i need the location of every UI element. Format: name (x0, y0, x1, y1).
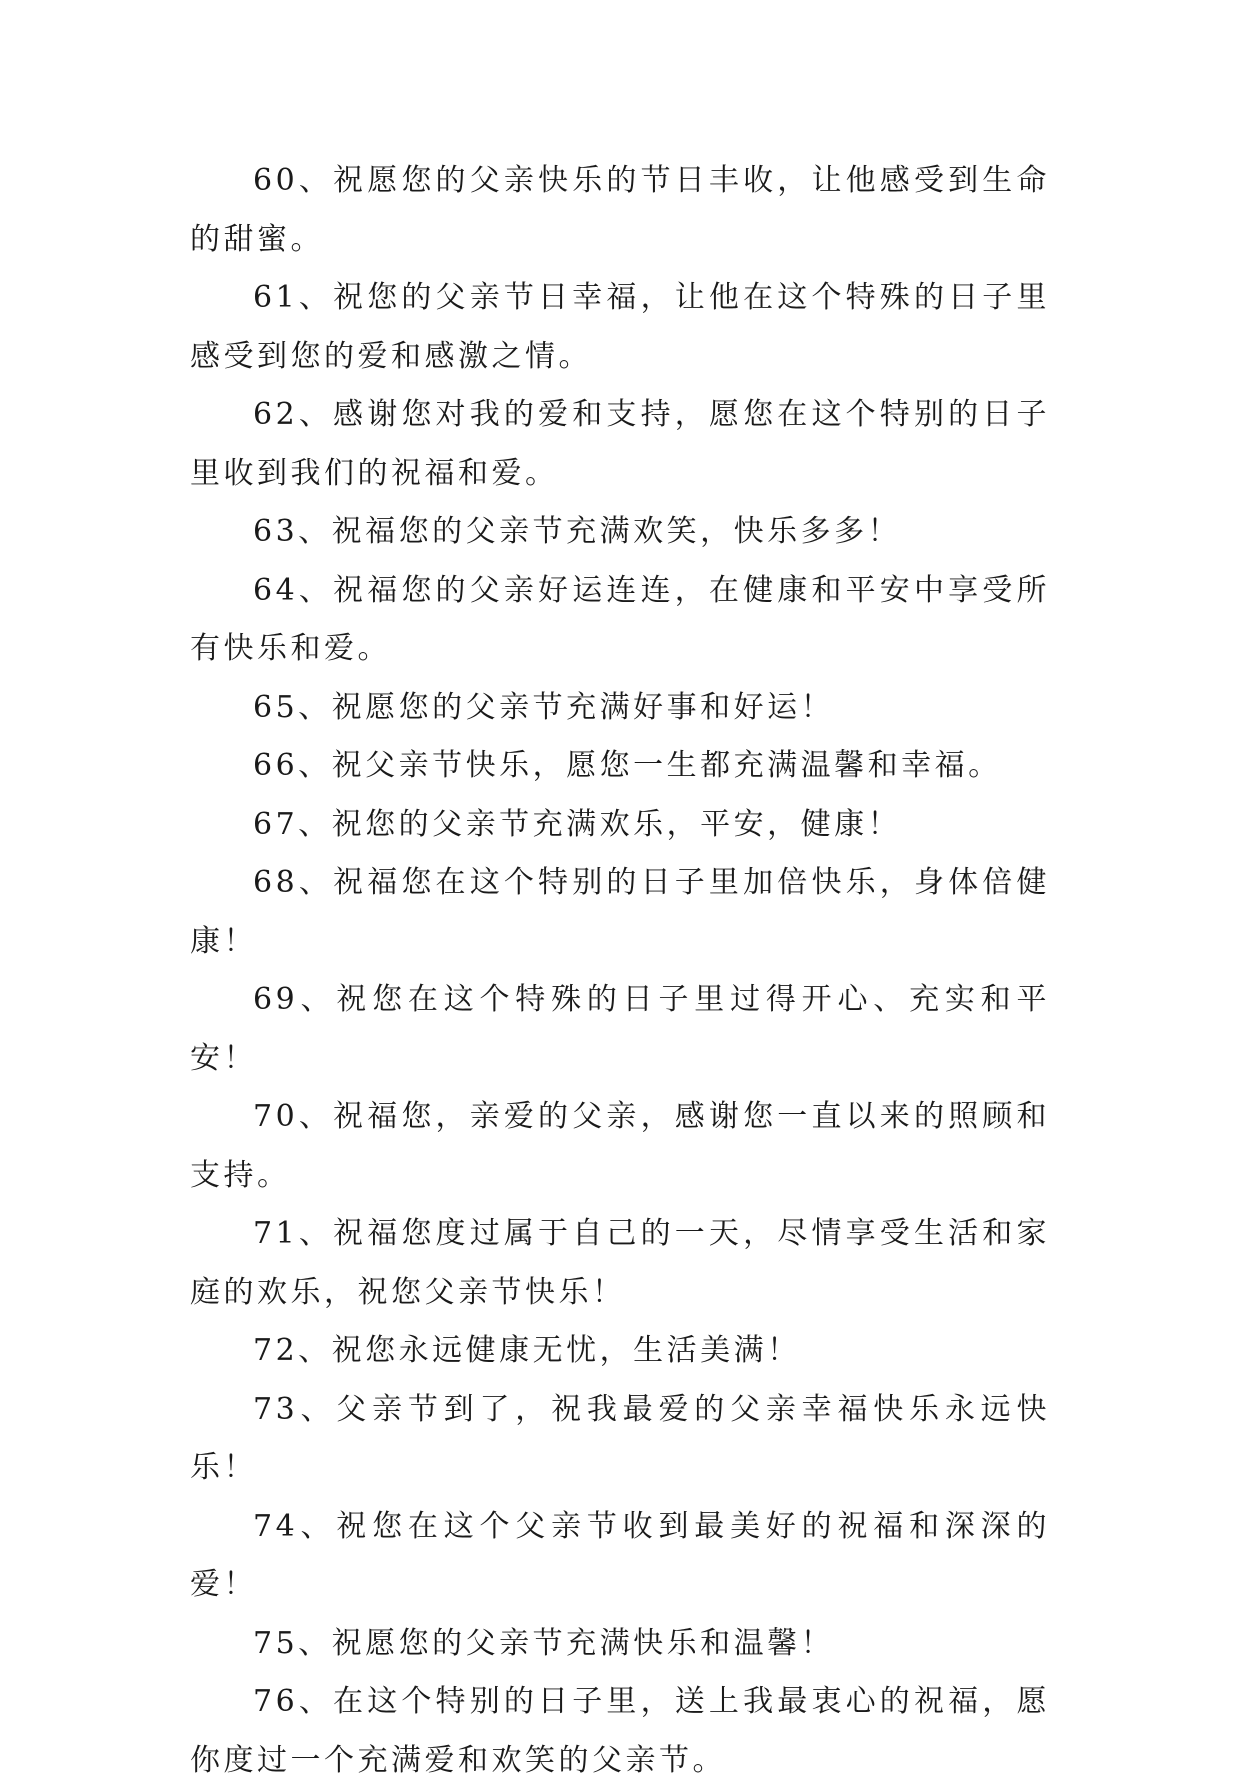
paragraph-65: 65、祝愿您的父亲节充满好事和好运！ (253, 689, 835, 725)
paragraph-70: 70、祝福您，亲爱的父亲，感谢您一直以来的照顾和支持。 (190, 1099, 1050, 1193)
paragraph-73: 73、父亲节到了，祝我最爱的父亲幸福快乐永远快乐！ (190, 1391, 1050, 1485)
paragraph-66: 66、祝父亲节快乐，愿您一生都充满温馨和幸福。 (253, 748, 1002, 783)
paragraph-68: 68、祝福您在这个特别的日子里加倍快乐，身体倍健康！ (190, 865, 1050, 959)
paragraph-69: 69、祝您在这个特殊的日子里过得开心、充实和平安！ (190, 982, 1050, 1076)
paragraph-62: 62、感谢您对我的爱和支持，愿您在这个特别的日子里收到我们的祝福和爱。 (190, 397, 1050, 491)
document-body (190, 152, 1050, 1790)
paragraph-76: 76、在这个特别的日子里，送上我最衷心的祝福，愿你度过一个充满爱和欢笑的父亲节。 (190, 1684, 1050, 1778)
paragraph-67: 67、祝您的父亲节充满欢乐，平安，健康！ (253, 806, 902, 842)
paragraph-74: 74、祝您在这个父亲节收到最美好的祝福和深深的爱！ (190, 1508, 1050, 1602)
paragraph-64: 64、祝福您的父亲好运连连，在健康和平安中享受所有快乐和爱。 (190, 572, 1050, 666)
paragraph-72: 72、祝您永远健康无忧，生活美满！ (253, 1333, 801, 1368)
paragraph-63: 63、祝福您的父亲节充满欢笑，快乐多多！ (253, 514, 902, 549)
paragraph-61: 61、祝您的父亲节日幸福，让他在这个特殊的日子里感受到您的爱和感激之情。 (190, 280, 1050, 374)
paragraph-75: 75、祝愿您的父亲节充满快乐和温馨！ (253, 1625, 835, 1661)
paragraph-71: 71、祝福您度过属于自己的一天，尽情享受生活和家庭的欢乐，祝您父亲节快乐！ (190, 1216, 1050, 1310)
paragraph-60: 60、祝愿您的父亲快乐的节日丰收，让他感受到生命的甜蜜。 (190, 163, 1050, 257)
